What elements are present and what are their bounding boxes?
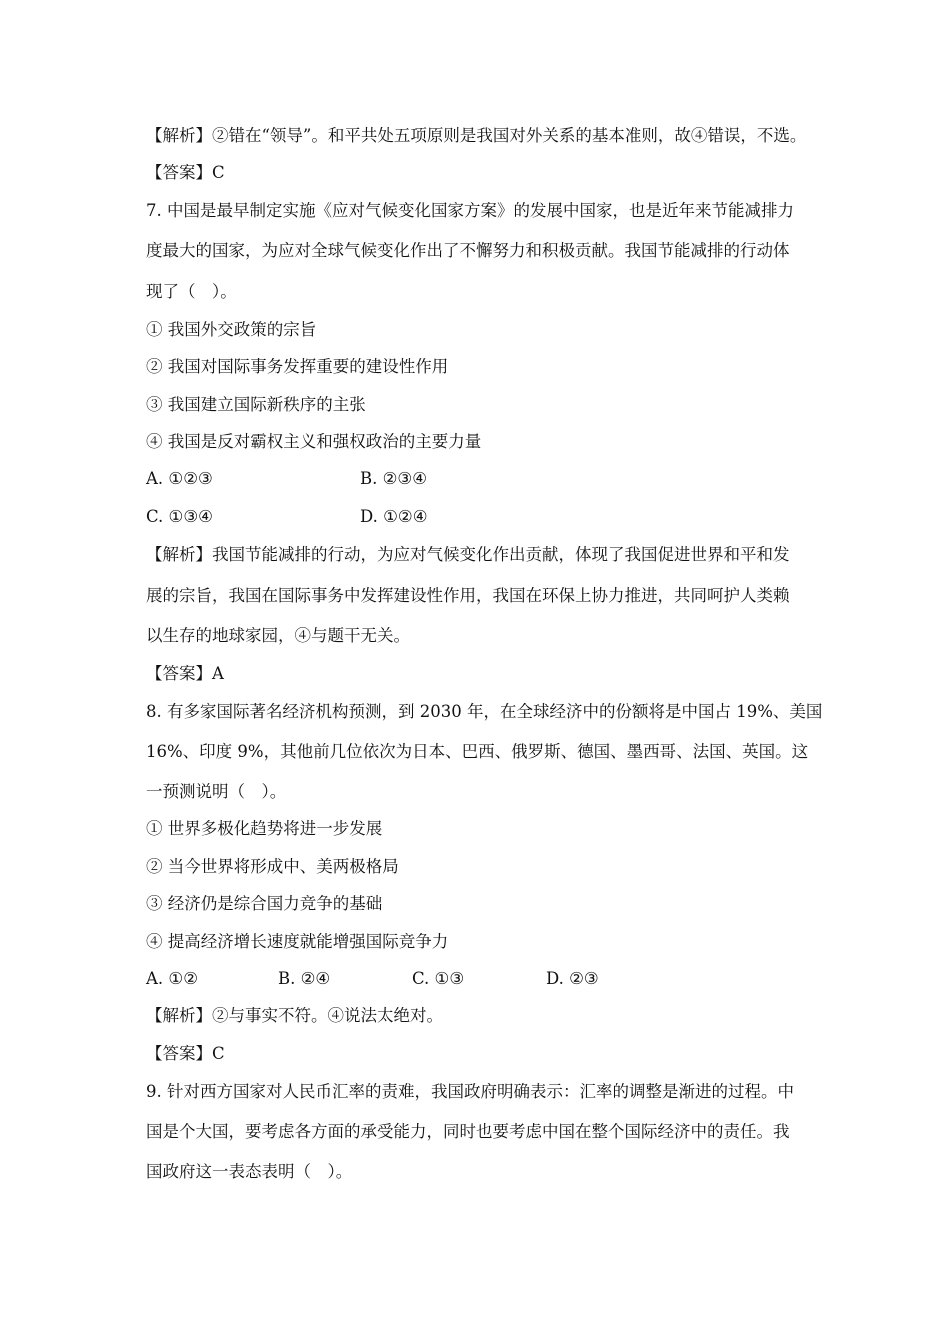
question-8-answer: 【答案】C [146, 1044, 225, 1063]
question-7-answer: 【答案】A [146, 664, 224, 683]
question-8-item: ④ 提高经济增长速度就能增强国际竞争力 [146, 932, 449, 951]
question-8-option-b: B. ②④ [278, 969, 331, 988]
question-8-stem-line: 8. 有多家国际著名经济机构预测，到 2030 年，在全球经济中的份额将是中国占 19%、美国 [146, 702, 823, 721]
question-8-option-d: D. ②③ [546, 969, 599, 988]
question-7-item: ① 我国外交政策的宗旨 [146, 320, 317, 339]
question-7-analysis-line: 展的宗旨，我国在国际事务中发挥建设性作用，我国在环保上协力推进，共同呵护人类赖 [146, 586, 790, 605]
answer-text: 【答案】C [146, 163, 225, 182]
question-7-analysis-line: 以生存的地球家园，④与题干无关。 [146, 626, 410, 645]
question-7-option-a: A. ①②③ [146, 469, 213, 488]
question-9-stem-line: 国政府这一表态表明（ ）。 [146, 1162, 353, 1181]
question-7-option-c: C. ①③④ [146, 507, 213, 526]
question-8-stem-line: 16%、印度 9%，其他前几位依次为日本、巴西、俄罗斯、德国、墨西哥、法国、英国。这 [146, 742, 809, 761]
question-8-stem-line: 一预测说明（ ）。 [146, 782, 287, 801]
question-8-item: ① 世界多极化趋势将进一步发展 [146, 819, 383, 838]
question-7-stem-line: 现了（ ）。 [146, 282, 237, 301]
question-8-analysis: 【解析】②与事实不符。④说法太绝对。 [146, 1006, 443, 1025]
question-8-option-a: A. ①② [146, 969, 198, 988]
question-8-option-c: C. ①③ [412, 969, 465, 988]
question-9-stem-line: 9. 针对西方国家对人民币汇率的责难，我国政府明确表示：汇率的调整是渐进的过程。中 [146, 1082, 794, 1101]
question-7-option-b: B. ②③④ [360, 469, 427, 488]
question-7-stem-line: 7. 中国是最早制定实施《应对气候变化国家方案》的发展中国家，也是近年来节能减排力 [146, 201, 794, 220]
question-7-item: ② 我国对国际事务发挥重要的建设性作用 [146, 357, 449, 376]
question-7-option-d: D. ①②④ [360, 507, 428, 526]
question-7-item: ④ 我国是反对霸权主义和强权政治的主要力量 [146, 432, 482, 451]
question-7-stem-line: 度最大的国家，为应对全球气候变化作出了不懈努力和积极贡献。我国节能减排的行动体 [146, 241, 790, 260]
question-7-analysis-line: 【解析】我国节能减排的行动，为应对气候变化作出贡献，体现了我国促进世界和平和发 [146, 545, 790, 564]
question-9-stem-line: 国是个大国，要考虑各方面的承受能力，同时也要考虑中国在整个国际经济中的责任。我 [146, 1122, 790, 1141]
analysis-text: 【解析】②错在“领导”。和平共处五项原则是我国对外关系的基本准则，故④错误，不选。 [146, 126, 807, 145]
question-8-item: ② 当今世界将形成中、美两极格局 [146, 857, 399, 876]
question-7-item: ③ 我国建立国际新秩序的主张 [146, 395, 366, 414]
question-8-item: ③ 经济仍是综合国力竞争的基础 [146, 894, 383, 913]
